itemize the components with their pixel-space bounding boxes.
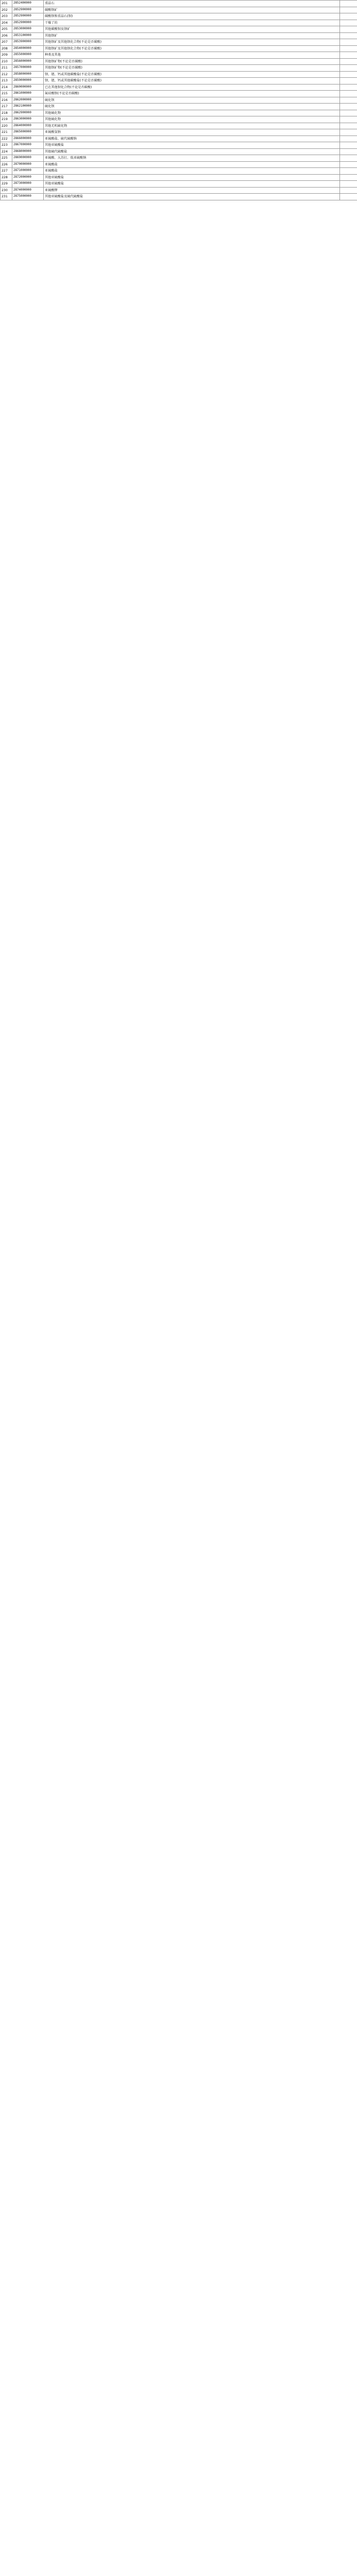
item-code-cell: 2853100000: [12, 32, 44, 39]
table-row: [1, 155, 357, 162]
row-number-cell: 221: [1, 129, 12, 136]
item-name-cell: 亚硫酸氢钠: [44, 129, 340, 136]
rate-cell: [340, 58, 357, 65]
rate-cell: [340, 181, 357, 188]
table-row: [1, 187, 357, 194]
row-number-cell: 208: [1, 45, 12, 52]
item-name-cell: 其他钡矿物(不论是否碳酸): [44, 58, 340, 65]
item-name-cell: 钡、锶、钙或其他碳酸盐(不论是否碳酸): [44, 71, 340, 78]
item-code-cell: 2868000000: [12, 148, 44, 155]
item-code-cell: 2861000000: [12, 91, 44, 97]
item-name-cell: 钡、锶、钙或其他碳酸盐(不论是否碳酸): [44, 78, 340, 84]
table-row: [1, 65, 357, 72]
item-name-cell: 其他硫代硫酸盐: [44, 148, 340, 155]
item-code-cell: 2857000000: [12, 65, 44, 72]
item-code-cell: 2854000000: [12, 45, 44, 52]
item-code-cell: 2862000000: [12, 97, 44, 104]
item-code-cell: 2860000000: [12, 84, 44, 91]
item-name-cell: 干燥了的: [44, 20, 340, 26]
rate-cell: [340, 91, 357, 97]
item-code-cell: 2865000000: [12, 129, 44, 136]
row-number-cell: 219: [1, 116, 12, 123]
rate-cell: [340, 26, 357, 33]
item-name-cell: 其他亚硫酸盐及硫代硫酸盐: [44, 194, 340, 200]
rate-cell: [340, 129, 357, 136]
rate-cell: [340, 7, 357, 13]
row-number-cell: 222: [1, 135, 12, 142]
item-name-cell: 硫化钡: [44, 97, 340, 104]
rate-cell: [340, 65, 357, 72]
item-code-cell: 2867000000: [12, 142, 44, 149]
item-name-cell: 其他钡矿: [44, 32, 340, 39]
tariff-rate-table: [0, 0, 357, 200]
table-row: [1, 78, 357, 84]
row-number-cell: 204: [1, 20, 12, 26]
row-number-cell: 228: [1, 174, 12, 181]
table-row: [1, 116, 357, 123]
item-name-cell: 种类及其他: [44, 52, 340, 59]
row-number-cell: 223: [1, 142, 12, 149]
table-row: [1, 129, 357, 136]
table-row: [1, 168, 357, 175]
item-name-cell: 亚硫酸、大苏打、低亚硫酸钠: [44, 155, 340, 162]
table-row: [1, 148, 357, 155]
item-name-cell: 重晶石: [44, 1, 340, 7]
rate-cell: [340, 97, 357, 104]
item-code-cell: 2863000000: [12, 116, 44, 123]
row-number-cell: 209: [1, 52, 12, 59]
table-row: [1, 110, 357, 116]
table-row: [1, 1, 357, 7]
table-row: [1, 13, 357, 20]
item-name-cell: 其他硫化物: [44, 116, 340, 123]
item-code-cell: 2872000000: [12, 174, 44, 181]
item-code-cell: 2871000000: [12, 168, 44, 175]
rate-cell: [340, 39, 357, 46]
table-row: [1, 97, 357, 104]
table-row: [1, 142, 357, 149]
item-code-cell: 2859000000: [12, 78, 44, 84]
table-row: [1, 39, 357, 46]
item-code-cell: 2870000000: [12, 161, 44, 168]
table-row: [1, 135, 357, 142]
rate-cell: [340, 187, 357, 194]
item-name-cell: 其他碳酸钡及钡矿: [44, 26, 340, 33]
row-number-cell: 211: [1, 65, 12, 72]
rate-cell: [340, 71, 357, 78]
rate-cell: [340, 116, 357, 123]
item-code-cell: 2856000000: [12, 58, 44, 65]
rate-cell: [340, 148, 357, 155]
table-row: [1, 161, 357, 168]
item-code-cell: 2873000000: [12, 181, 44, 188]
table-row: [1, 181, 357, 188]
row-number-cell: 220: [1, 123, 12, 129]
table-row: [1, 104, 357, 110]
table-row: [1, 71, 357, 78]
table-row: [1, 26, 357, 33]
item-name-cell: 亚硫酸盐: [44, 168, 340, 175]
row-number-cell: 210: [1, 58, 12, 65]
rate-cell: [340, 32, 357, 39]
row-number-cell: 214: [1, 84, 12, 91]
table-row: [1, 45, 357, 52]
rate-cell: [340, 78, 357, 84]
rate-cell: [340, 20, 357, 26]
row-number-cell: 213: [1, 78, 12, 84]
item-code-cell: 2852900000: [12, 7, 44, 13]
row-number-cell: 229: [1, 181, 12, 188]
item-code-cell: 2862100000: [12, 104, 44, 110]
item-name-cell: 亚硫酸盐: [44, 161, 340, 168]
rate-cell: [340, 155, 357, 162]
row-number-cell: 207: [1, 39, 12, 46]
rate-cell: [340, 123, 357, 129]
item-code-cell: 2862900000: [12, 110, 44, 116]
item-name-cell: 其他钡矿物(不论是否碳酸): [44, 65, 340, 72]
item-name-cell: 其他亚硫酸盐: [44, 181, 340, 188]
rate-cell: [340, 194, 357, 200]
item-code-cell: 2853900000: [12, 39, 44, 46]
row-number-cell: 205: [1, 26, 12, 33]
item-name-cell: 其他亚硫酸盐: [44, 174, 340, 181]
row-number-cell: 202: [1, 7, 12, 13]
item-name-cell: 亚硫酸盐、硫代硫酸钠: [44, 135, 340, 142]
rate-cell: [340, 110, 357, 116]
item-code-cell: 2858000000: [12, 71, 44, 78]
rate-cell: [340, 161, 357, 168]
row-number-cell: 217: [1, 104, 12, 110]
row-number-cell: 226: [1, 161, 12, 168]
item-code-cell: 2869000000: [12, 155, 44, 162]
row-number-cell: 206: [1, 32, 12, 39]
item-code-cell: 2855000000: [12, 52, 44, 59]
item-name-cell: 其他无机硫化物: [44, 123, 340, 129]
item-code-cell: 2852900000: [12, 13, 44, 20]
row-number-cell: 201: [1, 1, 12, 7]
table-row: [1, 32, 357, 39]
item-name-cell: 碳酸钡矿: [44, 7, 340, 13]
item-code-cell: 2852400000: [12, 1, 44, 7]
table-row: [1, 52, 357, 59]
table-row: [1, 194, 357, 200]
row-number-cell: 203: [1, 13, 12, 20]
table-body: [1, 1, 357, 200]
item-name-cell: 其他钡矿及其他钡化合物(不论是否碳酸): [44, 45, 340, 52]
item-name-cell: 碳酸钡和重晶石(钡): [44, 13, 340, 20]
row-number-cell: 230: [1, 187, 12, 194]
rate-cell: [340, 135, 357, 142]
table-row: [1, 20, 357, 26]
row-number-cell: 231: [1, 194, 12, 200]
table-row: [1, 174, 357, 181]
item-code-cell: 2864000000: [12, 123, 44, 129]
table-row: [1, 91, 357, 97]
item-name-cell: 硫化钡: [44, 104, 340, 110]
row-number-cell: 212: [1, 71, 12, 78]
row-number-cell: 215: [1, 91, 12, 97]
rate-cell: [340, 84, 357, 91]
rate-cell: [340, 52, 357, 59]
item-name-cell: 其他钡矿及其他钡化合物(不论是否碳酸): [44, 39, 340, 46]
rate-cell: [340, 45, 357, 52]
row-number-cell: 227: [1, 168, 12, 175]
item-code-cell: 2874000000: [12, 187, 44, 194]
table-row: [1, 84, 357, 91]
rate-cell: [340, 174, 357, 181]
row-number-cell: 225: [1, 155, 12, 162]
rate-cell: [340, 142, 357, 149]
row-number-cell: 218: [1, 110, 12, 116]
rate-cell: [340, 168, 357, 175]
rate-cell: [340, 1, 357, 7]
item-name-cell: 已在其他钡化合物(不论是否碳酸): [44, 84, 340, 91]
table-row: [1, 7, 357, 13]
item-code-cell: 2866000000: [12, 135, 44, 142]
row-number-cell: 216: [1, 97, 12, 104]
rate-cell: [340, 104, 357, 110]
item-name-cell: 其他硫化物: [44, 110, 340, 116]
rate-cell: [340, 13, 357, 20]
item-name-cell: 氟硅酸钡(不论是否碳酸): [44, 91, 340, 97]
table-row: [1, 123, 357, 129]
item-name-cell: 其他亚硫酸盐: [44, 142, 340, 149]
item-code-cell: 2852900000: [12, 20, 44, 26]
item-name-cell: 亚硫酸钾: [44, 187, 340, 194]
table-row: [1, 58, 357, 65]
item-code-cell: 2853000000: [12, 26, 44, 33]
item-code-cell: 2875000000: [12, 194, 44, 200]
row-number-cell: 224: [1, 148, 12, 155]
